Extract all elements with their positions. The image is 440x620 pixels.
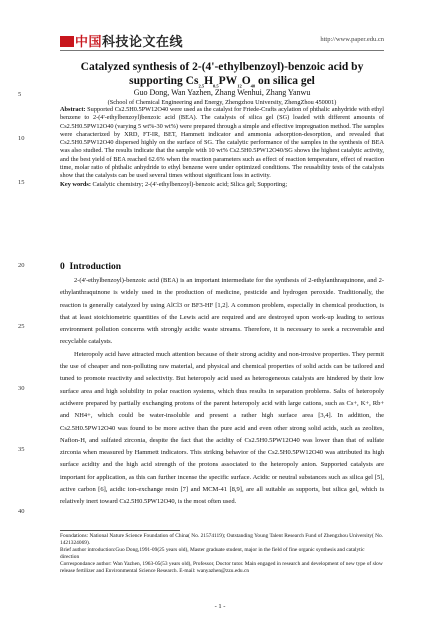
section-number: 0 bbox=[60, 262, 65, 272]
paper-title bbox=[60, 60, 384, 88]
body-paragraph-1: 2-(4'-ethylbenzoyl)-benzoic acid (BEA) is an important intermediate for the synthesis of 2-ethylanthraquinone, and 2-ethylanthraquinone is widely used in the production of medicine, pesticide and hydrogen peroxide. Traditionally, the reaction is generally catalyzed by using AlCl3 or BF3-HF [1,2]. A common problem, especially in chemical production, is that at least stoichiometric quantities of the Lewis acid are required and are destroyed upon work-up leading to serious environment pollution concerns with strongly acidic waste streams. Therefore, it is necessary to seek a recoverable and recyclable catalysts. bbox=[60, 277, 384, 346]
footnote-foundations: Foundations: National Nature Science Foundation of China( No. 21574119); Outstanding Young Talent Research Fund of Zhengzhou University( No. 1421324069). bbox=[60, 533, 384, 546]
line-number: 20 bbox=[18, 262, 25, 269]
keywords-text: Catalytic chemistry; 2-(4'-ethylbenzoyl)-benzoic acid; Silica gel; Supporting; bbox=[92, 180, 288, 188]
line-number: 25 bbox=[18, 323, 25, 330]
logo-red-text: 中国 bbox=[75, 35, 103, 50]
abstract bbox=[60, 106, 384, 189]
affiliation: (School of Chemical Engineering and Energy, Zhengzhou University, ZhengZhou 450001) bbox=[107, 99, 337, 106]
abstract-label: Abstract: bbox=[60, 106, 86, 113]
footnotes bbox=[60, 533, 384, 574]
line-number: 10 bbox=[18, 135, 25, 142]
line-number: 40 bbox=[18, 508, 25, 515]
journal-logo bbox=[60, 31, 183, 50]
keywords-line bbox=[60, 181, 384, 189]
title-line-1: Catalyzed synthesis of 2-(4'-ethylbenzoyl)-benzoic acid by bbox=[80, 61, 364, 73]
logo-black-text: 科技论文在线 bbox=[102, 35, 184, 50]
footnote-divider bbox=[60, 530, 180, 531]
line-number: 15 bbox=[18, 179, 25, 186]
line-number: 30 bbox=[18, 385, 25, 392]
line-number: 35 bbox=[18, 446, 25, 453]
header-url[interactable]: http://www.paper.edu.cn bbox=[320, 36, 384, 43]
body-text bbox=[60, 275, 384, 509]
footnote-correspondence: Correspondance author: Wan Yazhen, 1963-05(53 years old), Professor, Doctor tutor. Main engaged in research and development of new type of slow release fertilizer and Environmental Science Research. E-mail: wanyazhen@zzu.edu.cn bbox=[60, 560, 383, 574]
section-title: Introduction bbox=[69, 262, 122, 272]
body-paragraph-2: Heteropoly acid have attracted much attention because of their strong acidity and non-irrosive properties. They permit the use of cheaper and non-polluting raw material, and physical and chemical properties of solid acids can be tailored and tuned to promote reactivity and selectivity. But heteropoly acid used as heterogeneous catalysts are hindered by their low surface area and high solubility in polar reaction systems, which thus results in separation problems. Salts of heteropoly acidwere prepared by partially exchanging protons of the parent heteropoly acid with large cations, such as Cs+, K+, Rb+ and NH4+, which could be water-insoluble and present a rather high surface area [3,4]. In addition, the Cs2.5H0.5PW12O40 was found to be more active than the pure acid and even other strong solid acids, such as zeolites, Nafion-H, and sulfated zirconia, despite the fact that the acidity of Cs2.5H0.5PW12O40 was lower than that of sulfate zirconia when measured by Hammett indicators. This striking behavior of the Cs2.5H0.5PW12O40 was attributed its high surface acidity and the high acid strength of the protons associated to the heteropoly anion. Supported catalysts are important for application, as this can further incense the specific surface. Acidic or neutral substances such as silica gel [5], active carbon [6], acidic ion-exchange resin [7] and MCM-41 [8,9], are all suitable as supports, but silica gel, which is relatively inert toward Cs2.5H0.5PW12O40, is the most often used. bbox=[60, 350, 384, 506]
author-list: Guo Dong, Wan Yazhen, Zhang Wenhui, Zhang Yanwu bbox=[133, 88, 311, 97]
title-line-2: supporting $Cs_{2.5}H_{0.5}PW_{12}O_{40}$ on silica gel bbox=[129, 75, 315, 89]
abstract-text: Supported Cs2.5H0.5PW12O40 were used as the catalyst for Friede-Crafts acylation of phthalic anhydride with ethyl benzene to 2-(4'-ethylbenzoyl)benzoic acid (BEA). The catalysis of silica gel (SG) loaded with different amounts of Cs2.5H0.5PW12O40 (varying 5 wt%-30 wt%) were prepared through a simple and effective impregnation method. The samples were characterized by XRD, FT-IR, BET, Hammett indicator and ammonia adsorption-desorption, and revealed that Cs2.5H0.5PW12O40 dispersed highly on the surface of SG. The catalytic performance of the samples in the synthesis of BEA was also studied. The results indicate that the sample with 10 wt% Cs2.5H0.5PW12O40/SG shows the highest catalytic activity, and the best yield of BEA reached 62.6% when the reaction parameters such as effect of reaction temperature, effect of reaction time, molar ratio of phthalic anhydride to ethyl benzene were under optimized conditions. The reusability tests of the catalysts show that the catalysts can be used several times without significant loss in activity. bbox=[60, 106, 384, 180]
header-divider bbox=[60, 50, 384, 51]
footnote-brief-author: Brief author introduction:Guo Dong,1991-09(25 years old), Master graduate student, major in the field of fine organic synthesis and catalytic direction bbox=[60, 546, 365, 560]
logo-flag-icon bbox=[60, 36, 74, 47]
abstract-paragraph bbox=[60, 106, 384, 181]
page-number: - 1 - bbox=[214, 603, 226, 610]
section-heading bbox=[60, 262, 121, 272]
keywords-label: Key words: bbox=[60, 180, 91, 188]
line-number: 5 bbox=[18, 91, 22, 98]
